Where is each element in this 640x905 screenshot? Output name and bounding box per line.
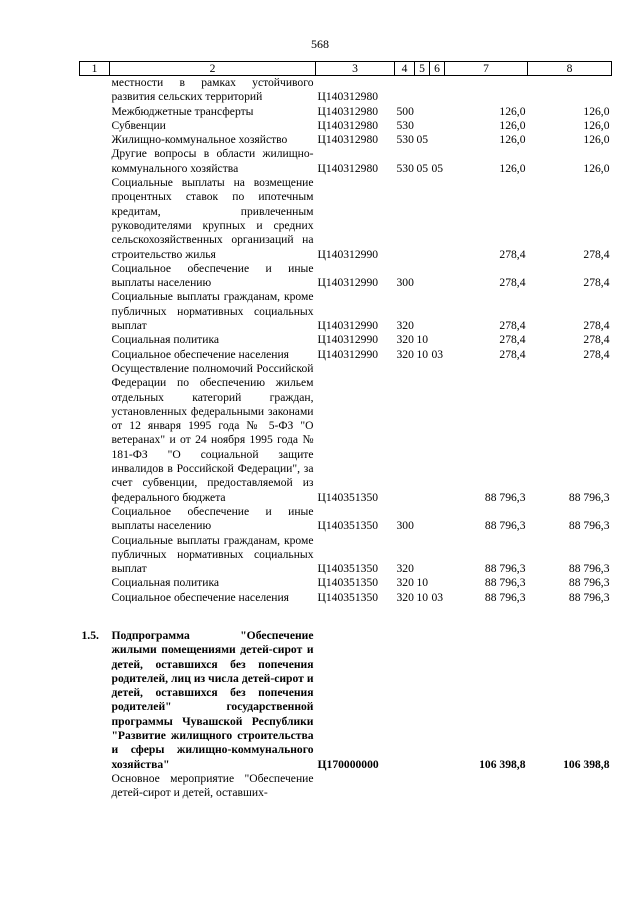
row-target-code: Ц140312990 xyxy=(317,276,379,290)
row-subsection: 03 xyxy=(431,590,444,604)
row-subsection xyxy=(430,534,445,577)
row-expense-type xyxy=(395,176,415,262)
row-amount-1: 88 796,3 xyxy=(484,562,526,576)
row-section: 10 xyxy=(416,333,429,347)
row-target-code: Ц140312990 xyxy=(317,247,379,261)
row-section xyxy=(415,362,430,505)
row-section xyxy=(415,505,430,534)
row-section xyxy=(415,119,430,133)
row-target-code: Ц140351350 xyxy=(317,490,379,504)
row-amount-1: 88 796,3 xyxy=(484,576,526,590)
row-subsection xyxy=(430,629,445,772)
table-row xyxy=(80,333,612,347)
row-amount-1: 126,0 xyxy=(499,118,526,132)
table-body xyxy=(80,76,612,801)
row-section-number xyxy=(80,534,110,577)
row-amount-2: 126,0 xyxy=(583,161,610,175)
table-row xyxy=(80,348,612,362)
row-target-code: Ц140312990 xyxy=(317,347,379,361)
budget-table xyxy=(79,61,612,801)
row-amount-1 xyxy=(445,76,528,105)
row-name: Социальное обеспечение и иные выплаты населению xyxy=(111,261,314,290)
row-target-code: Ц140312980 xyxy=(317,161,379,175)
column-header-6: 6 xyxy=(430,62,445,76)
row-amount-2: 88 796,3 xyxy=(568,519,610,533)
row-name: Осуществление полномочий Российской Федерации по обеспечению жильем отдельных категорий граждан, установленных федеральными законами от 12 января 1995 года № 5-ФЗ "О ветеранах" и от 24 ноября 1995 года № 181-ФЗ "О социальной защите инвалидов в Российской Федерации", за счет субвенции, предоставляемой из федерального бюджета xyxy=(111,361,314,504)
row-amount-2: 88 796,3 xyxy=(568,576,610,590)
row-amount-1: 278,4 xyxy=(499,276,526,290)
row-expense-type: 300 xyxy=(396,519,414,533)
row-amount-2: 126,0 xyxy=(583,133,610,147)
row-subsection xyxy=(430,105,445,119)
row-section xyxy=(415,629,430,772)
row-target-code: Ц170000000 xyxy=(317,757,379,771)
table-row xyxy=(80,505,612,534)
spacer-row xyxy=(80,605,612,629)
table-row xyxy=(80,534,612,577)
row-section xyxy=(415,534,430,577)
table-row xyxy=(80,362,612,505)
row-amount-1: 126,0 xyxy=(499,104,526,118)
row-expense-type: 320 xyxy=(396,333,414,347)
row-target-code: Ц140351350 xyxy=(317,519,379,533)
row-expense-type xyxy=(395,362,415,505)
row-target-code: Ц140351350 xyxy=(317,590,379,604)
row-expense-type: 320 xyxy=(396,576,414,590)
row-section xyxy=(415,290,430,333)
row-amount-1: 88 796,3 xyxy=(484,590,526,604)
row-amount-1 xyxy=(445,772,528,801)
row-section-number xyxy=(80,591,110,605)
row-target-code xyxy=(316,772,395,801)
row-expense-type: 320 xyxy=(396,319,414,333)
row-amount-1: 88 796,3 xyxy=(484,490,526,504)
row-amount-1: 88 796,3 xyxy=(484,519,526,533)
row-target-code: Ц140312980 xyxy=(317,118,379,132)
row-amount-1: 126,0 xyxy=(499,161,526,175)
row-section: 05 xyxy=(416,133,429,147)
row-expense-type: 530 xyxy=(396,118,414,132)
row-name: Социальное обеспечение населения xyxy=(111,590,290,604)
row-name: Другие вопросы в области жилищно-коммунального хозяйства xyxy=(111,147,314,175)
row-expense-type xyxy=(395,76,415,105)
column-header-1: 1 xyxy=(80,62,110,76)
row-section-number xyxy=(80,576,110,590)
row-expense-type xyxy=(395,629,415,772)
table-row xyxy=(80,576,612,590)
row-name: Социальная политика xyxy=(111,576,220,590)
row-section-number xyxy=(80,333,110,347)
table-row xyxy=(80,76,612,105)
row-amount-2: 278,4 xyxy=(583,347,610,361)
column-header-5: 5 xyxy=(415,62,430,76)
row-target-code: Ц140312990 xyxy=(317,319,379,333)
row-amount-1: 278,4 xyxy=(499,319,526,333)
column-header-8: 8 xyxy=(528,62,612,76)
row-name: Социальное обеспечение населения xyxy=(111,347,290,361)
row-name: Социальная политика xyxy=(111,333,220,347)
row-section-number xyxy=(80,76,110,105)
row-subsection xyxy=(430,362,445,505)
row-section-number: 1.5. xyxy=(81,628,99,642)
table-row xyxy=(80,591,612,605)
row-amount-1: 106 398,8 xyxy=(479,757,526,771)
row-target-code: Ц140351350 xyxy=(317,562,379,576)
row-expense-type: 530 xyxy=(396,133,414,147)
table-row xyxy=(80,772,612,801)
row-target-code: Ц140312980 xyxy=(317,90,379,104)
table-row xyxy=(80,147,612,176)
row-amount-2: 126,0 xyxy=(583,104,610,118)
table-row xyxy=(80,119,612,133)
row-name: Жилищно-коммунальное хозяйство xyxy=(111,133,288,147)
row-section-number xyxy=(80,133,110,147)
row-section: 10 xyxy=(416,347,429,361)
row-amount-2: 278,4 xyxy=(583,319,610,333)
row-section-number xyxy=(80,262,110,291)
table-row xyxy=(80,133,612,147)
row-expense-type: 320 xyxy=(396,562,414,576)
row-subsection xyxy=(430,290,445,333)
row-target-code: Ц140312980 xyxy=(317,133,379,147)
row-target-code: Ц140312990 xyxy=(317,333,379,347)
row-amount-2: 106 398,8 xyxy=(563,757,610,771)
row-section xyxy=(415,262,430,291)
row-subsection xyxy=(430,133,445,147)
row-section: 10 xyxy=(416,590,429,604)
row-amount-2: 126,0 xyxy=(583,118,610,132)
row-section xyxy=(415,76,430,105)
row-subsection: 05 xyxy=(431,161,444,175)
row-section-number xyxy=(80,119,110,133)
row-section-number xyxy=(80,348,110,362)
row-amount-2 xyxy=(528,76,612,105)
row-subsection xyxy=(430,262,445,291)
spacer-cell xyxy=(80,605,612,629)
row-amount-2 xyxy=(528,772,612,801)
row-section-number xyxy=(80,505,110,534)
row-section: 05 xyxy=(416,161,429,175)
row-name: Социальные выплаты гражданам, кроме публичных нормативных социальных выплат xyxy=(111,533,314,576)
row-section xyxy=(415,105,430,119)
column-header-2: 2 xyxy=(110,62,316,76)
row-subsection xyxy=(430,772,445,801)
row-subsection: 03 xyxy=(431,347,444,361)
row-name: местности в рамках устойчивого развития сельских территорий xyxy=(111,76,314,104)
table-row xyxy=(80,176,612,262)
row-subsection xyxy=(430,505,445,534)
table-row xyxy=(80,629,612,772)
row-expense-type: 320 xyxy=(396,347,414,361)
row-subsection xyxy=(430,333,445,347)
row-amount-1: 278,4 xyxy=(499,347,526,361)
column-header-7: 7 xyxy=(445,62,528,76)
row-amount-2: 278,4 xyxy=(583,247,610,261)
table-row xyxy=(80,105,612,119)
row-amount-2: 278,4 xyxy=(583,276,610,290)
table-row xyxy=(80,290,612,333)
row-name: Субвенции xyxy=(111,118,166,132)
row-section xyxy=(415,772,430,801)
row-expense-type: 300 xyxy=(396,276,414,290)
row-subsection xyxy=(430,576,445,590)
row-section-number xyxy=(80,105,110,119)
row-amount-2: 88 796,3 xyxy=(568,562,610,576)
row-target-code: Ц140312980 xyxy=(317,104,379,118)
row-section-number xyxy=(80,362,110,505)
row-subsection xyxy=(430,119,445,133)
row-name: Социальные выплаты гражданам, кроме публичных нормативных социальных выплат xyxy=(111,290,314,333)
row-expense-type xyxy=(395,772,415,801)
row-name: Социальные выплаты на возмещение процентных ставок по ипотечным кредитам, привлеченным руководителями крупных и средних сельскохозяйственных организаций на строительство жилья xyxy=(111,176,314,261)
page-number: 568 xyxy=(311,37,329,51)
row-name: Социальное обеспечение и иные выплаты населению xyxy=(111,504,314,533)
row-amount-1: 126,0 xyxy=(499,133,526,147)
row-expense-type: 320 xyxy=(396,590,414,604)
row-expense-type: 500 xyxy=(396,104,414,118)
row-amount-1: 278,4 xyxy=(499,247,526,261)
row-amount-2: 88 796,3 xyxy=(568,490,610,504)
row-name: Подпрограмма "Обеспечение жилыми помещениями детей-сирот и детей, оставшихся без попечения родителей, лиц из числа детей-сирот и детей, оставшихся без попечения родителей" государственной программы Чувашской Республики "Развитие жилищного строительства и сферы жилищно-коммунального хозяйства" xyxy=(111,628,314,771)
row-section-number xyxy=(80,176,110,262)
row-name: Межбюджетные трансферты xyxy=(111,104,254,118)
row-section-number xyxy=(80,147,110,176)
row-amount-2: 88 796,3 xyxy=(568,590,610,604)
row-section-number xyxy=(80,772,110,801)
row-subsection xyxy=(430,76,445,105)
row-section: 10 xyxy=(416,576,429,590)
row-amount-1: 278,4 xyxy=(499,333,526,347)
row-name: Основное мероприятие "Обеспечение детей-сирот и детей, оставших- xyxy=(111,771,314,800)
row-section-number xyxy=(80,290,110,333)
row-expense-type: 530 xyxy=(396,161,414,175)
column-header-3: 3 xyxy=(316,62,395,76)
row-amount-2: 278,4 xyxy=(583,333,610,347)
header-row xyxy=(80,62,612,76)
column-header-4: 4 xyxy=(395,62,415,76)
row-target-code: Ц140351350 xyxy=(317,576,379,590)
row-section xyxy=(415,176,430,262)
row-subsection xyxy=(430,176,445,262)
table-row xyxy=(80,262,612,291)
